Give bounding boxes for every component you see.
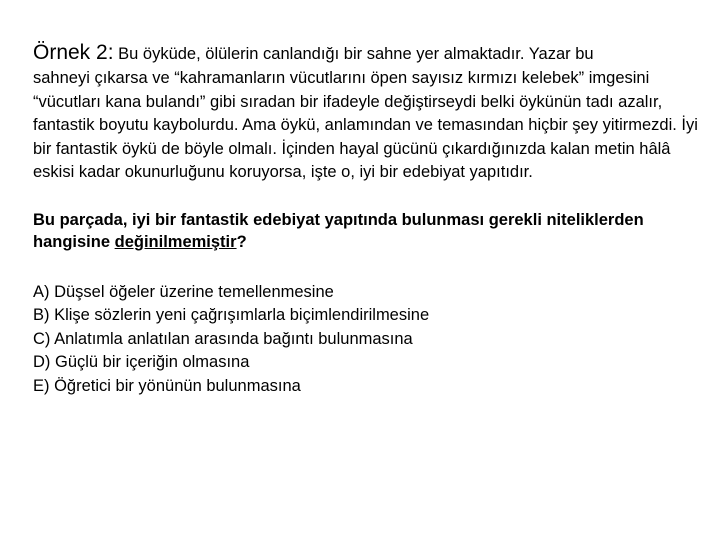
- question-text: [33, 209, 703, 253]
- question-end: ?: [236, 232, 247, 251]
- answer-options: [33, 281, 703, 399]
- question-stem: Bu parçada, iyi bir fantastik edebiyat yapıtında bulunması gerekli niteliklerden hangisine: [33, 210, 644, 251]
- option-a: A) Düşsel öğeler üzerine temellenmesine: [33, 282, 334, 301]
- option-e: E) Öğretici bir yönünün bulunmasına: [33, 376, 301, 395]
- passage: [33, 40, 703, 185]
- option-c: C) Anlatımla anlatılan arasında bağıntı bulunmasına: [33, 329, 413, 348]
- passage-intro: Bu öyküde, ölülerin canlandığı bir sahne yer almaktadır. Yazar bu: [113, 45, 594, 63]
- question-slide: [33, 40, 703, 398]
- example-label: Örnek 2:: [33, 41, 114, 64]
- option-d: D) Güçlü bir içeriğin olmasına: [33, 353, 250, 371]
- option-b: B) Klişe sözlerin yeni çağrışımlarla biçimlendirilmesine: [33, 306, 430, 324]
- question-emphasis: değinilmemiştir: [114, 232, 237, 251]
- example-heading: [33, 41, 594, 64]
- passage-body: sahneyi çıkarsa ve “kahramanların vücutlarını öpen sayısız kırmızı kelebek” imgesini “vücutları kana bulandı” gibi sıradan bir ifadeyle değiştirseydi belki öykünün tadı azalır, fantastik boyutu kaybolurdu. Ama öykü, anlamından ve temasından hiçbir şey yitirmezdi. İyi bir fantastik öykü de böyle olmalı. İçinden hayal gücünü çıkardığınızda kalan metin hâlâ eskisi kadar okunurluğunu koruyorsa, işte o, iyi bir edebiyat yapıtıdır.: [33, 69, 698, 181]
